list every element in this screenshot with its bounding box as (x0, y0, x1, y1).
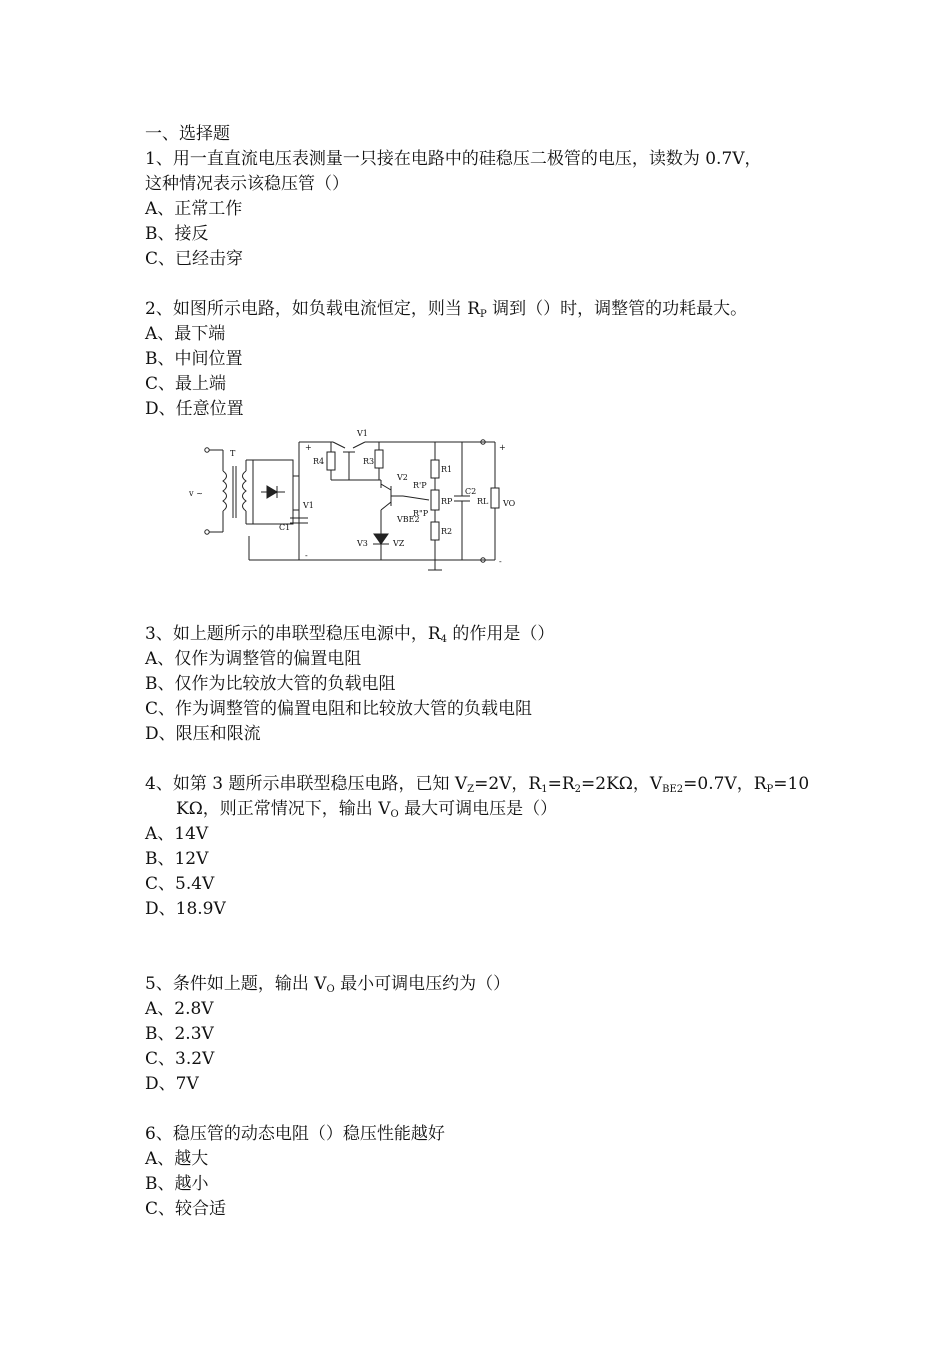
question-4-option-d: D、18.9V (145, 899, 226, 919)
label-vo: VO (503, 499, 516, 508)
question-6-option-c: C、较合适 (145, 1199, 227, 1219)
question-5-option-b: B、2.3V (145, 1024, 214, 1044)
question-2-option-a: A、最下端 (145, 324, 226, 344)
label-r3: R3 (363, 457, 375, 466)
question-6-option-a: A、越大 (145, 1149, 209, 1169)
question-1-line-2: 这种情况表示该稳压管（） (145, 174, 349, 194)
section-title: 一、选择题 (145, 124, 230, 144)
question-4-option-b: B、12V (145, 849, 209, 869)
label-v-source: v ~ (189, 489, 203, 498)
label-r1: R1 (441, 465, 453, 474)
question-6-option-b: B、越小 (145, 1174, 209, 1194)
label-v2: V2 (397, 473, 408, 482)
question-5-option-c: C、3.2V (145, 1049, 215, 1069)
label-v3: V3 (357, 539, 368, 548)
label-rp-upper: R'P (413, 481, 427, 490)
label-minus-output: - (499, 557, 502, 566)
question-3-option-b: B、仅作为比较放大管的负载电阻 (145, 674, 396, 694)
label-rp-lower: R"P (413, 509, 429, 518)
label-rl: RL (477, 497, 489, 506)
question-4-option-a: A、14V (145, 824, 209, 844)
label-plus-input: + (305, 443, 312, 452)
label-v1-transistor: V1 (357, 429, 368, 438)
question-2-stem: 2、如图所示电路，如负载电流恒定，则当 $R_P$ 调到（）时，调整管的功耗最大。 (145, 299, 748, 320)
label-c1: C1 (279, 523, 291, 532)
question-5-stem: 5、条件如上题，输出 $V_O$ 最小可调电压约为（） (145, 974, 511, 995)
question-1-option-a: A、正常工作 (145, 199, 243, 219)
question-2-option-c: C、最上端 (145, 374, 227, 394)
label-c2: C2 (465, 487, 477, 496)
question-6-stem: 6、稳压管的动态电阻（）稳压性能越好 (145, 1124, 445, 1144)
label-vbe2: VBE2 (397, 515, 420, 524)
question-3-option-d: D、限压和限流 (145, 724, 261, 744)
question-4-stem-line-1: 4、如第 3 题所示串联型稳压电路，已知 $V_Z=2V$，$R_1=R_2=2K\Omega$，$V_{BE2}=0.7V$，$R_P=10$ (145, 774, 810, 795)
question-1-option-c: C、已经击穿 (145, 249, 244, 269)
question-5-option-d: D、7V (145, 1074, 199, 1094)
circuit-svg (185, 426, 525, 576)
label-r2: R2 (441, 527, 453, 536)
label-v1-voltage: V1 (303, 501, 314, 510)
question-5-option-a: A、2.8V (145, 999, 214, 1019)
label-vz: VZ (393, 539, 405, 548)
question-1-line-1: 1、用一直直流电压表测量一只接在电路中的硅稳压二极管的电压，读数为 0.7V， (145, 149, 762, 169)
label-plus-output: + (499, 443, 506, 452)
label-r4: R4 (313, 457, 325, 466)
label-minus-input: - (305, 551, 308, 560)
question-2-option-b: B、中间位置 (145, 349, 243, 369)
question-1-option-b: B、接反 (145, 224, 209, 244)
question-3-stem: 3、如上题所示的串联型稳压电源中，$R_4$ 的作用是（） (145, 624, 555, 645)
label-rp: RP (441, 497, 453, 506)
question-2-option-d: D、任意位置 (145, 399, 244, 419)
question-4-option-c: C、5.4V (145, 874, 215, 894)
question-4-stem-line-2: KΩ，则正常情况下，输出 $V_O$ 最大可调电压是（） (176, 799, 558, 820)
question-3-option-c: C、作为调整管的偏置电阻和比较放大管的负载电阻 (145, 699, 533, 719)
label-transformer: T (230, 449, 236, 458)
series-regulator-circuit-diagram (185, 426, 525, 580)
question-3-option-a: A、仅作为调整管的偏置电阻 (145, 649, 362, 669)
